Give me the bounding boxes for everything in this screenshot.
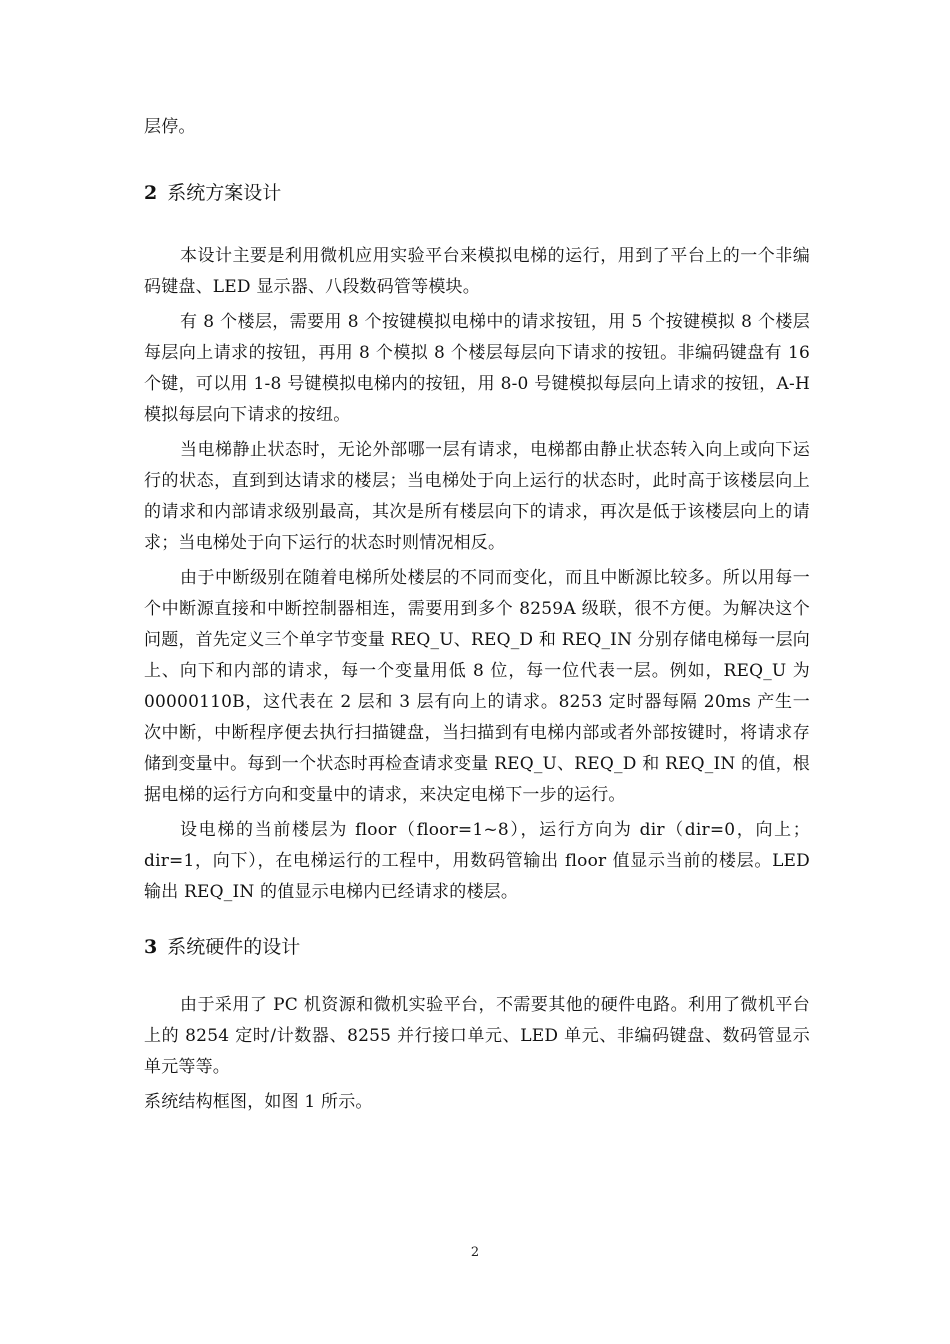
section-3-heading <box>144 932 810 962</box>
section-2-number: 2 <box>144 182 158 204</box>
section-2-paragraph: 本设计主要是利用微机应用实验平台来模拟电梯的运行，用到了平台上的一个非编码键盘、LED 显示器、八段数码管等模块。 <box>144 246 810 297</box>
section-3-title: 系统硬件的设计 <box>167 936 301 958</box>
section-2-title: 系统方案设计 <box>167 182 282 204</box>
section-2-paragraph: 有 8 个楼层，需要用 8 个按键模拟电梯中的请求按钮，用 5 个按键模拟 8 个楼层每层向上请求的按钮，再用 8 个模拟 8 个楼层每层向下请求的按钮。非编码键盘有 16 个键，可以用 1-8 号键模拟电梯内的按钮，用 8-0 号键模拟每层向上请求的按钮，A-H 模拟每层向下请求的按纽。 <box>144 312 810 425</box>
figure-reference: 系统结构框图，如图 1 所示。 <box>144 1092 373 1112</box>
section-2-paragraph: 设电梯的当前楼层为 floor（floor=1~8），运行方向为 dir（dir=0，向上；dir=1，向下），在电梯运行的工程中，用数码管输出 floor 值显示当前的楼层。LED 输出 REQ_IN 的值显示电梯内已经请求的楼层。 <box>144 820 810 902</box>
section-3-paragraph: 由于采用了 PC 机资源和微机实验平台，不需要其他的硬件电路。利用了微机平台上的 8254 定时/计数器、8255 并行接口单元、LED 单元、非编码键盘、数码管显示单元等等。 <box>144 995 810 1077</box>
lead-text: 层停。 <box>144 117 196 137</box>
section-3-number: 3 <box>144 936 158 958</box>
document-body <box>144 112 810 1118</box>
section-2-paragraph: 由于中断级别在随着电梯所处楼层的不同而变化，而且中断源比较多。所以用每一个中断源直接和中断控制器相连，需要用到多个 8259A 级联，很不方便。为解决这个问题，首先定义三个单字节变量 REQ_U、REQ_D 和 REQ_IN 分别存储电梯每一层向上、向下和内部的请求，每一个变量用低 8 位，每一位代表一层。例如，REQ_U 为 00000110B，这代表在 2 层和 3 层有向上的请求。8253 定时器每隔 20ms 产生一次中断，中断程序便去执行扫描键盘，当扫描到有电梯内部或者外部按键时，将请求存储到变量中。每到一个状态时再检查请求变量 REQ_U、REQ_D 和 REQ_IN 的值，根据电梯的运行方向和变量中的请求，来决定电梯下一步的运行。 <box>144 568 810 805</box>
section-2-paragraph: 当电梯静止状态时，无论外部哪一层有请求，电梯都由静止状态转入向上或向下运行的状态，直到到达请求的楼层；当电梯处于向上运行的状态时，此时高于该楼层向上的请求和内部请求级别最高，其次是所有楼层向下的请求，再次是低于该楼层向上的请求；当电梯处于向下运行的状态时则情况相反。 <box>144 440 810 553</box>
section-2-heading <box>144 178 810 208</box>
page-number: 2 <box>470 1245 480 1260</box>
